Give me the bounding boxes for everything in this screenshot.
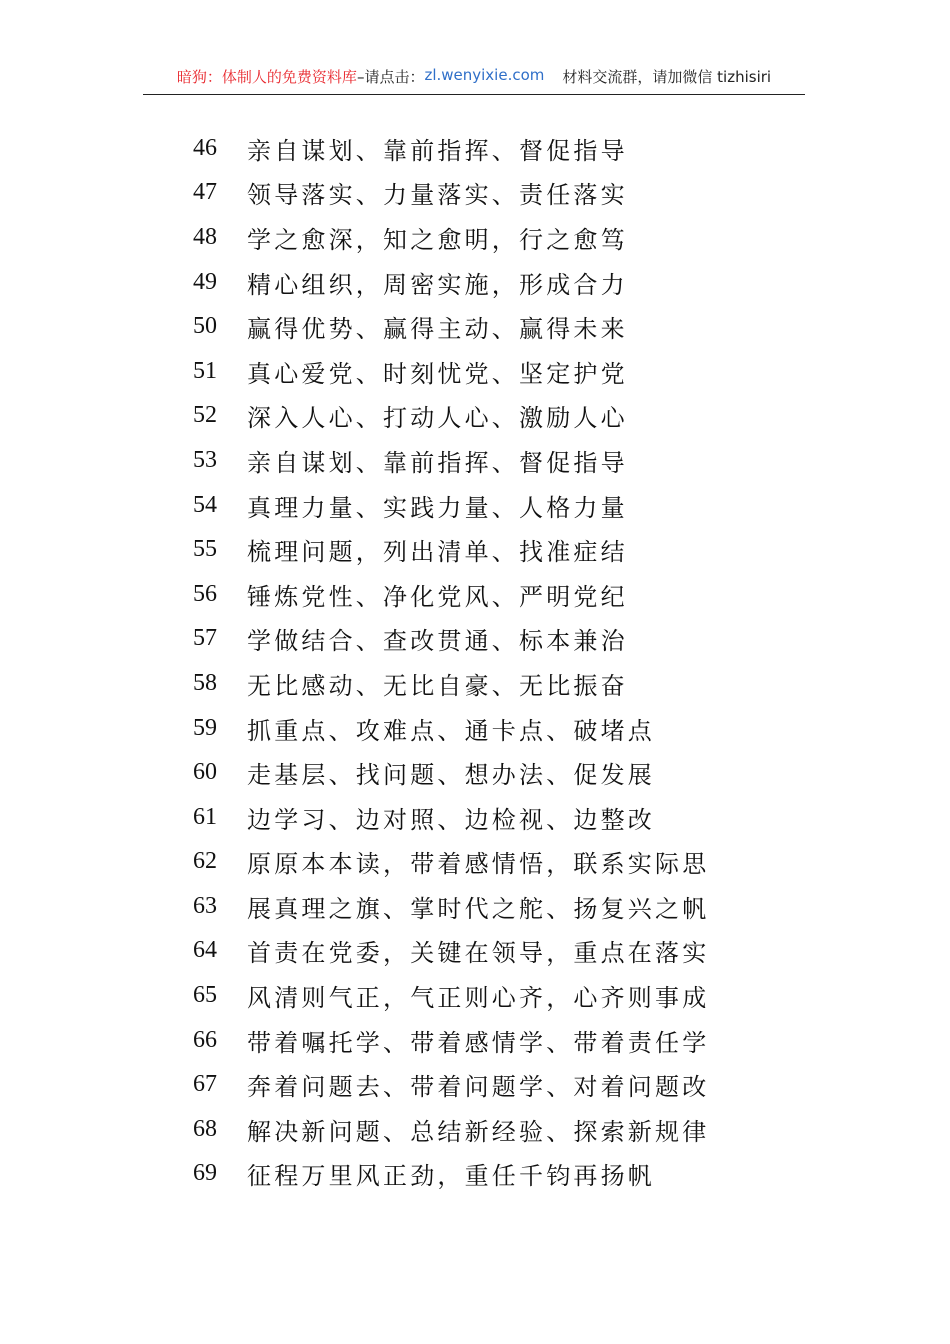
item-text: 原原本本读，带着感情悟，联系实际思 [247, 850, 710, 879]
item-text: 解决新问题、总结新经验、探索新规律 [247, 1117, 710, 1146]
list-item [193, 706, 709, 751]
item-number: 52 [193, 402, 217, 429]
item-number: 69 [193, 1160, 217, 1187]
item-text: 领导落实、力量落实、责任落实 [247, 181, 628, 210]
item-text: 带着嘱托学、带着感情学、带着责任学 [247, 1028, 710, 1057]
header-brand: 暗狗：体制人的免费资料库 [176, 68, 357, 86]
item-number: 59 [193, 714, 217, 741]
page-header [143, 66, 805, 95]
list-item [193, 126, 709, 171]
item-text: 真心爱党、时刻忧党、坚定护党 [247, 359, 628, 388]
list-item [193, 1152, 709, 1197]
item-text: 亲自谋划、靠前指挥、督促指导 [247, 136, 628, 165]
item-text: 学做结合、查改贯通、标本兼治 [247, 627, 628, 656]
item-text: 精心组织，周密实施，形成合力 [247, 270, 628, 299]
list-item [193, 1107, 709, 1152]
item-number: 46 [193, 134, 217, 161]
item-text: 抓重点、攻难点、通卡点、破堵点 [247, 716, 655, 745]
item-number: 53 [193, 446, 217, 473]
item-text: 学之愈深，知之愈明，行之愈笃 [247, 225, 628, 254]
list-item [193, 304, 709, 349]
list-item [193, 795, 709, 840]
list-item [193, 617, 709, 662]
list-item [193, 260, 709, 305]
item-text: 深入人心、打动人心、激励人心 [247, 404, 628, 433]
item-text: 锤炼党性、净化党风、严明党纪 [247, 582, 628, 611]
item-number: 63 [193, 892, 217, 919]
item-text: 首责在党委，关键在领导，重点在落实 [247, 939, 710, 968]
item-number: 66 [193, 1026, 217, 1053]
list-item [193, 394, 709, 439]
item-number: 65 [193, 982, 217, 1009]
item-number: 56 [193, 580, 217, 607]
list-item [193, 840, 709, 885]
item-number: 48 [193, 223, 217, 250]
item-number: 54 [193, 491, 217, 518]
item-text: 梳理问题，列出清单、找准症结 [247, 538, 628, 567]
item-text: 无比感动、无比自豪、无比振奋 [247, 671, 628, 700]
list-item [193, 349, 709, 394]
header-prompt: –请点击： [356, 68, 425, 86]
item-number: 47 [193, 179, 217, 206]
header-group-info: 材料交流群，请加微信 tizhisiri [562, 68, 772, 86]
item-number: 49 [193, 268, 217, 295]
item-number: 61 [193, 803, 217, 830]
list-item [193, 572, 709, 617]
list-item [193, 884, 709, 929]
list-item [193, 973, 709, 1018]
item-text: 奔着问题去、带着问题学、对着问题改 [247, 1073, 710, 1102]
list-item [193, 527, 709, 572]
list-item [193, 1062, 709, 1107]
item-text: 边学习、边对照、边检视、边整改 [247, 805, 655, 834]
list-item [193, 171, 709, 216]
item-text: 真理力量、实践力量、人格力量 [247, 493, 628, 522]
list-item [193, 438, 709, 483]
item-number: 64 [193, 937, 217, 964]
list-item [193, 661, 709, 706]
item-text: 风清则气正，气正则心齐，心齐则事成 [247, 984, 710, 1013]
list-item [193, 929, 709, 974]
item-number: 50 [193, 313, 217, 340]
item-number: 55 [193, 536, 217, 563]
list-item [193, 750, 709, 795]
item-text: 亲自谋划、靠前指挥、督促指导 [247, 448, 628, 477]
item-text: 征程万里风正劲，重任千钧再扬帆 [247, 1162, 655, 1191]
item-number: 60 [193, 759, 217, 786]
item-number: 68 [193, 1115, 217, 1142]
item-number: 51 [193, 357, 217, 384]
list-item [193, 215, 709, 260]
item-number: 62 [193, 848, 217, 875]
list-item [193, 483, 709, 528]
item-number: 58 [193, 669, 217, 696]
phrase-list [193, 126, 709, 1196]
item-text: 赢得优势、赢得主动、赢得未来 [247, 315, 628, 344]
item-text: 展真理之旗、掌时代之舵、扬复兴之帆 [247, 894, 710, 923]
list-item [193, 1018, 709, 1063]
item-text: 走基层、找问题、想办法、促发展 [247, 761, 655, 790]
header-link[interactable]: zl.wenyixie.com [424, 66, 545, 84]
item-number: 57 [193, 625, 217, 652]
item-number: 67 [193, 1071, 217, 1098]
